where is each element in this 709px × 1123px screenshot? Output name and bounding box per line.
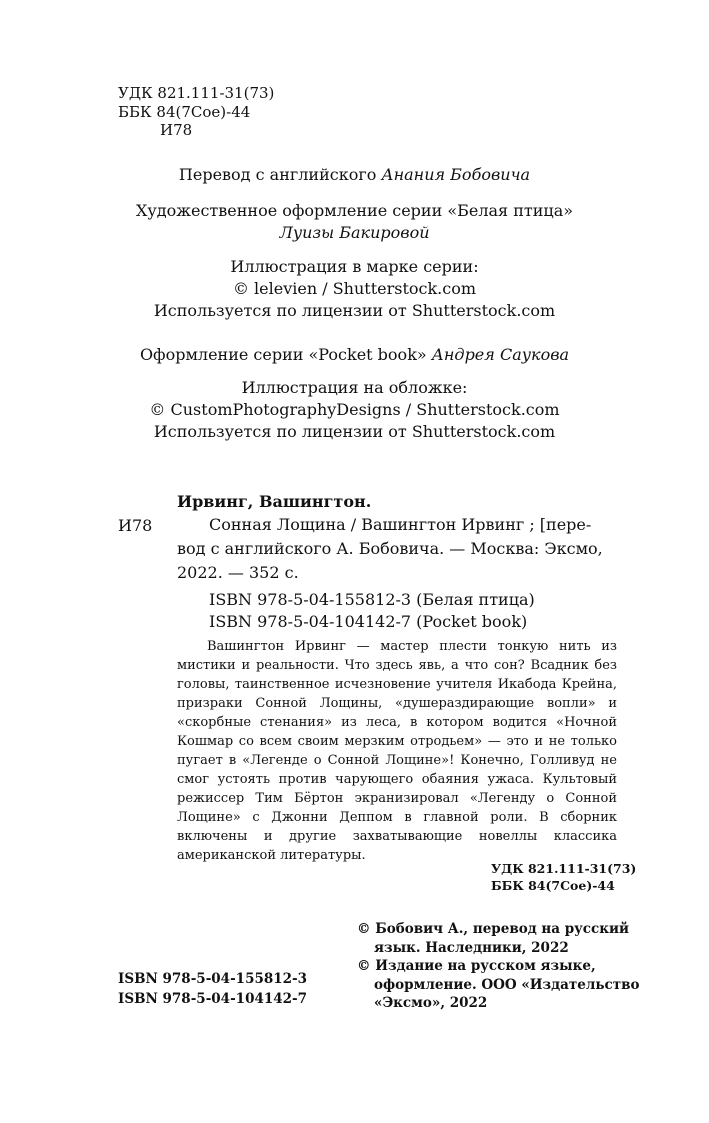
catalog-description bbox=[177, 513, 619, 585]
pocket-book-designer: Андрея Саукова bbox=[431, 345, 570, 364]
annotation-text: Вашингтон Ирвинг — мастер плести тонкую нить из мистики и реальности. Что здесь явь, а что сон? Всадник без головы, таинственное исчезновение учителя Икабода Крейна, призраки Сонной Лощины, «душераздирающие вопли» и «скорбные стенания» из леса, в котором водится «Ночной Кошмар со всем своим мерзким отродьем» — это и не только пугает в «Легенде о Сонной Лощине»! Конечно, Голливуд не смог устоять против чарующего обаяния ужаса. Культовый режиссер Тим Бёртон экранизировал «Легенду о Сонной Лощине» с Джонни Деппом в главной роли. В сборник включены и другие захватывающие новеллы классика американской литературы. bbox=[177, 639, 617, 863]
catalog-isbn-1: ISBN 978-5-04-155812-3 (Белая птица) bbox=[209, 590, 535, 609]
cover-illustration-credit bbox=[0, 377, 709, 443]
annotation bbox=[177, 637, 617, 865]
pocket-book-label: Оформление серии «Pocket book» bbox=[139, 345, 427, 364]
translation-prefix: Перевод с английского bbox=[178, 165, 377, 184]
series-mark-license: Используется по лицензии от Shutterstock.com bbox=[153, 301, 556, 320]
series-mark-source: © lelevien / Shutterstock.com bbox=[232, 279, 477, 298]
catalog-line-3: 2022. — 352 с. bbox=[177, 563, 299, 582]
isbn-bottom-2: ISBN 978-5-04-104142-7 bbox=[118, 991, 308, 1007]
art-design-credit bbox=[0, 200, 709, 244]
cover-illustration-title: Иллюстрация на обложке: bbox=[241, 378, 468, 397]
udk-code-bottom: УДК 821.111-31(73) bbox=[491, 861, 637, 876]
catalog-code: И78 bbox=[118, 516, 153, 535]
isbn-bottom-1: ISBN 978-5-04-155812-3 bbox=[118, 971, 308, 987]
copyright-translation: © Бобович А., перевод на русский язык. Наследники, 2022 bbox=[357, 921, 630, 956]
series-mark-title: Иллюстрация в марке серии: bbox=[230, 257, 479, 276]
bbk-code: ББК 84(7Сое)-44 bbox=[118, 102, 251, 121]
catalog-author: Ирвинг, Вашингтон. bbox=[177, 492, 372, 511]
author-mark: И78 bbox=[160, 121, 193, 139]
catalog-line-1: Сонная Лощина / Вашингтон Ирвинг ; [пере- bbox=[209, 515, 592, 534]
bbk-code-bottom: ББК 84(7Сое)-44 bbox=[491, 878, 615, 893]
series-mark-credit bbox=[0, 256, 709, 322]
copyright-block bbox=[357, 920, 647, 1013]
art-designer-name: Луизы Бакировой bbox=[279, 223, 430, 242]
copyright-edition: © Издание на русском языке, оформление. ООО «Издательство «Эксмо», 2022 bbox=[357, 958, 640, 1011]
udk-block-bottom bbox=[491, 860, 636, 894]
art-design-label: Художественное оформление серии «Белая птица» bbox=[135, 201, 574, 220]
cover-illustration-license: Используется по лицензии от Shutterstock.com bbox=[153, 422, 556, 441]
isbn-block-bottom bbox=[118, 969, 307, 1009]
translation-credit bbox=[0, 164, 709, 186]
udk-code: УДК 821.111-31(73) bbox=[118, 84, 275, 102]
udk-block-top bbox=[118, 84, 274, 140]
catalog-line-2: вод с английского А. Бобовича. — Москва: Эксмо, bbox=[177, 539, 603, 558]
cover-illustration-source: © CustomPhotographyDesigns / Shutterstock.com bbox=[149, 400, 560, 419]
translator-name: Анания Бобовича bbox=[381, 165, 531, 184]
catalog-isbn-2: ISBN 978-5-04-104142-7 (Pocket book) bbox=[209, 612, 528, 631]
catalog-isbn-list bbox=[209, 589, 535, 633]
pocket-book-credit bbox=[0, 344, 709, 366]
